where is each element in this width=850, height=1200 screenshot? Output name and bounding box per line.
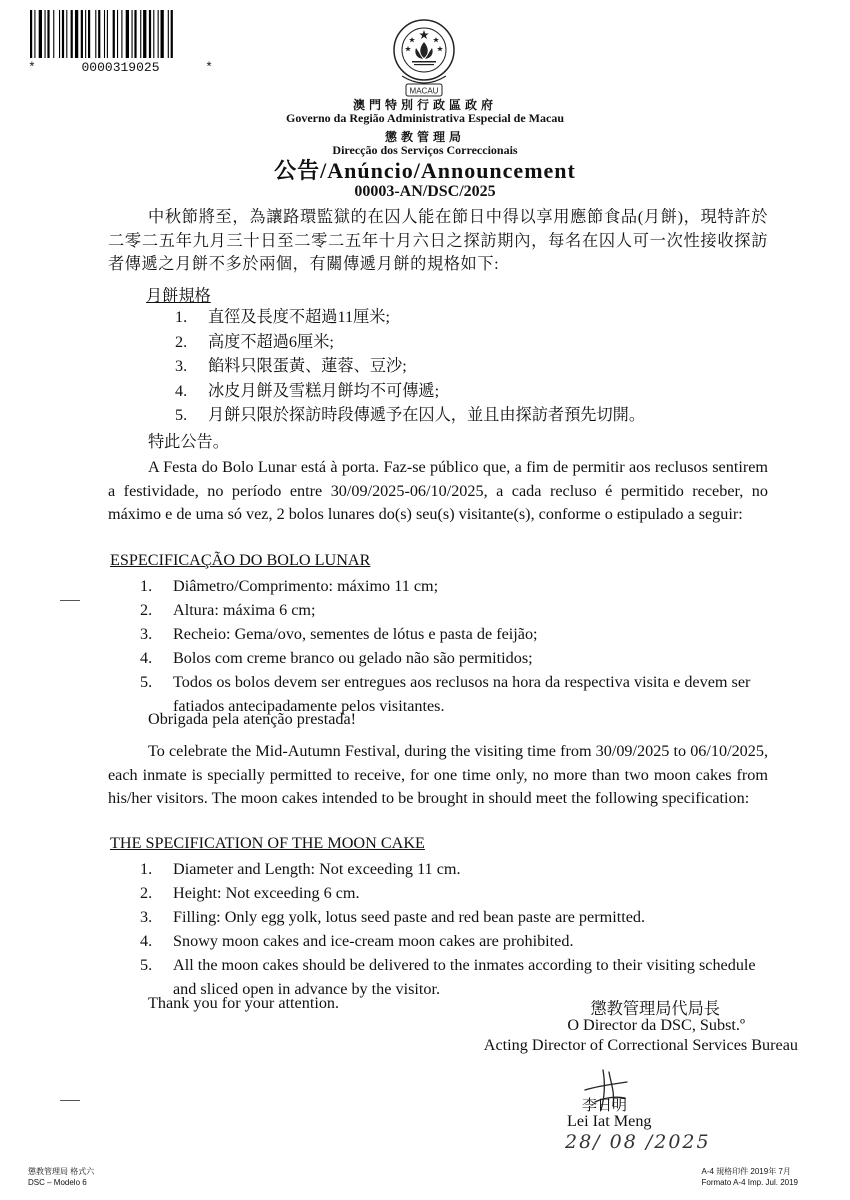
- barcode-number-row: [28, 60, 213, 75]
- signatory-title-english: Acting Director of Correctional Services Bureau: [483, 1036, 798, 1054]
- reference-number: 00003-AN/DSC/2025: [354, 183, 496, 200]
- english-spec-heading: THE SPECIFICATION OF THE MOON CAKE: [110, 834, 425, 852]
- footer-print-chinese: A-4 規格印件 2019年 7月: [701, 1167, 791, 1176]
- english-intro-paragraph: To celebrate the Mid-Autumn Festival, during the visiting time from 30/09/2025 to 06/10/2025, each inmate is specially permitted to receive, for one time only, no more than two moon cakes from his/her visitors. The moon cakes intended to be brought in should meet the following specification:: [108, 742, 768, 807]
- signatory-title-portuguese: O Director da DSC, Subst.º: [567, 1016, 745, 1034]
- list-item: 5. 月餅只限於探訪時段傳遞予在囚人，並且由探訪者預先切開。: [175, 406, 646, 424]
- signatory-title-chinese: 懲教管理局代局長: [590, 1000, 720, 1018]
- signature-date: 28/ 08 /2025: [565, 1131, 711, 1153]
- portuguese-spec-list: [140, 574, 770, 718]
- list-item: 3. Recheio: Gema/ovo, sementes de lótus e pasta de feijão;: [140, 625, 538, 643]
- list-item: 4. 冰皮月餅及雪糕月餅均不可傳遞;: [175, 381, 440, 400]
- chinese-spec-heading: 月餅規格: [146, 287, 211, 305]
- chinese-closing: 特此公告。: [148, 433, 229, 451]
- english-spec-list: [140, 857, 770, 1001]
- english-closing: Thank you for your attention.: [148, 994, 340, 1012]
- signatory-name-chinese: 李日明: [582, 1098, 628, 1114]
- footer-right: [702, 1166, 799, 1188]
- list-item: 2. Altura: máxima 6 cm;: [140, 601, 316, 619]
- department-name-portuguese: Direcção dos Serviços Correccionais: [332, 143, 518, 157]
- footer-left: [28, 1166, 94, 1188]
- list-item: 1. Diâmetro/Comprimento: máximo 11 cm;: [140, 577, 439, 595]
- portuguese-closing: Obrigada pela atenção prestada!: [148, 710, 357, 728]
- list-item: 3. 餡料只限蛋黃、蓮蓉、豆沙;: [175, 357, 407, 375]
- footer-form-chinese: 懲教管理局 格式六: [28, 1167, 95, 1176]
- barcode-left-mark: *: [28, 60, 36, 75]
- portuguese-intro-paragraph: A Festa do Bolo Lunar está à porta. Faz-se público que, a fim de permitir aos reclusos sentirem a festividade, no período entre 30/09/2025-06/10/2025, a cada recluso é permitido receber, no máximo e de uma só vez, 2 bolos lunares do(s) seu(s) visitante(s), conforme o estipulado a seguir:: [108, 458, 768, 523]
- signatory-name-english: Lei Iat Meng: [567, 1112, 652, 1130]
- list-item: 1. Diameter and Length: Not exceeding 11 cm.: [140, 860, 461, 878]
- footer-print-portuguese: Formato A-4 Imp. Jul. 2019: [701, 1178, 798, 1187]
- barcode-right-mark: *: [205, 60, 213, 75]
- footer-form-portuguese: DSC – Modelo 6: [28, 1178, 87, 1187]
- list-item: 5. Todos os bolos devem ser entregues aos reclusos na hora da respectiva visita e devem ser fatiados antecipadamente pelos visitantes.: [140, 673, 751, 715]
- title-chinese: 公告: [274, 159, 321, 184]
- list-item: 2. Height: Not exceeding 6 cm.: [140, 884, 360, 902]
- chinese-spec-list: [175, 305, 805, 428]
- government-name-portuguese: Governo da Região Administrativa Especial de Macau: [286, 111, 564, 125]
- list-item: 3. Filling: Only egg yolk, lotus seed paste and red bean paste are permitted.: [140, 908, 646, 926]
- document-title: [0, 154, 850, 185]
- barcode: [28, 10, 213, 58]
- margin-mark: [60, 600, 80, 601]
- list-item: 5. All the moon cakes should be delivered to the inmates according to their visiting schedule and sliced open in advance by the visitor.: [140, 956, 756, 998]
- portuguese-spec-heading: ESPECIFICAÇÃO DO BOLO LUNAR: [110, 551, 371, 569]
- margin-mark: [60, 1100, 80, 1101]
- title-languages: /Anúncio/Announcement: [320, 158, 576, 183]
- macau-emblem-icon: [392, 18, 456, 100]
- list-item: 4. Bolos com creme branco ou gelado não são permitidos;: [140, 649, 533, 667]
- emblem-text: MACAU: [409, 86, 439, 96]
- department-name-chinese: 懲教管理局: [384, 130, 465, 144]
- list-item: 1. 直徑及長度不超過11厘米;: [175, 308, 390, 326]
- list-item: 2. 高度不超過6厘米;: [175, 332, 334, 351]
- government-name-chinese: 澳門特別行政區政府: [352, 98, 497, 112]
- chinese-intro-paragraph: 中秋節將至，為讓路環監獄的在囚人能在節日中得以享用應節食品(月餅)，現特許於二零二五年九月三十日至二零二五年十月六日之探訪期內，每名在囚人可一次性接收探訪者傳遞之月餅不多於兩個，有關傳遞月餅的規格如下:: [108, 208, 768, 273]
- barcode-number: 0000319025: [81, 60, 160, 75]
- list-item: 4. Snowy moon cakes and ice-cream moon cakes are prohibited.: [140, 932, 574, 950]
